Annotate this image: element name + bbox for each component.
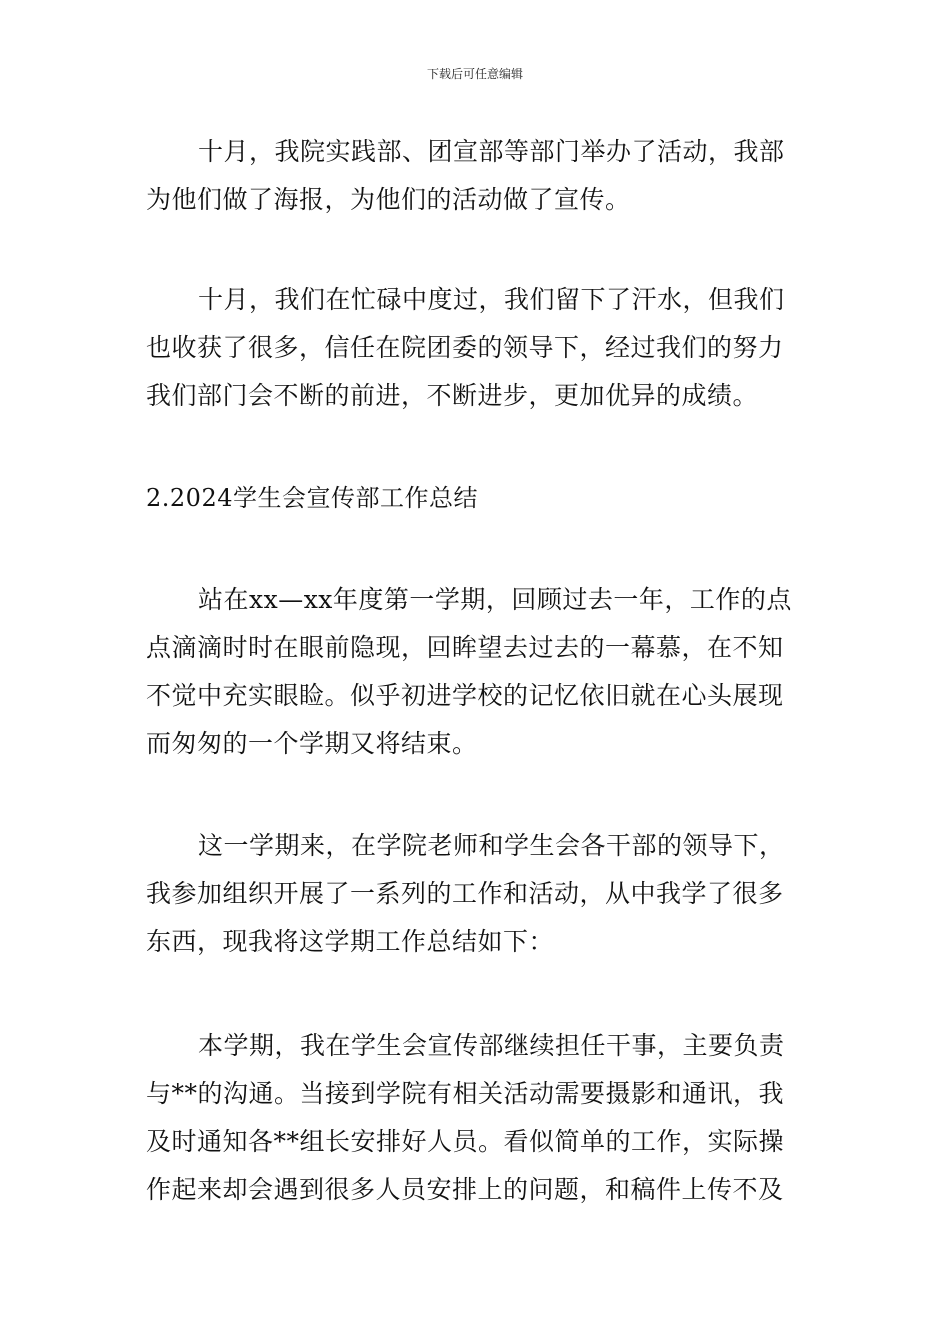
page-header: 下载后可任意编辑 [426,67,523,81]
paragraph-duties: 本学期，我在学生会宣传部继续担任干事，主要负责与**的沟通。当接到学院有相关活动需要摄影和通讯，我及时通知各**组长安排好人员。看似简单的工作，实际操作起来却会遇到很多人员安排上的问题，和稿件上传不及 [146,1031,785,1204]
paragraph-october-activities: 十月，我院实践部、团宣部等部门举办了活动，我部为他们做了海报，为他们的活动做了宣传。 [146,137,785,214]
section-heading: 2.2024学生会宣传部工作总结 [146,484,478,512]
paragraph-semester-review: 站在xx—xx年度第一学期，回顾过去一年，工作的点点滴滴时时在眼前隐现，回眸望去过去的一幕慕，在不知不觉中充实眼睑。似乎初进学校的记忆依旧就在心头展现而匆匆的一个学期又将结束。 [146,585,792,758]
paragraph-october-summary: 十月，我们在忙碌中度过，我们留下了汗水，但我们也收获了很多，信任在院团委的领导下，经过我们的努力我们部门会不断的前进，不断进步，更加优异的成绩。 [146,285,785,410]
paragraph-semester-intro: 这一学期来，在学院老师和学生会各干部的领导下，我参加组织开展了一系列的工作和活动，从中我学了很多东西，现我将这学期工作总结如下： [146,831,785,956]
